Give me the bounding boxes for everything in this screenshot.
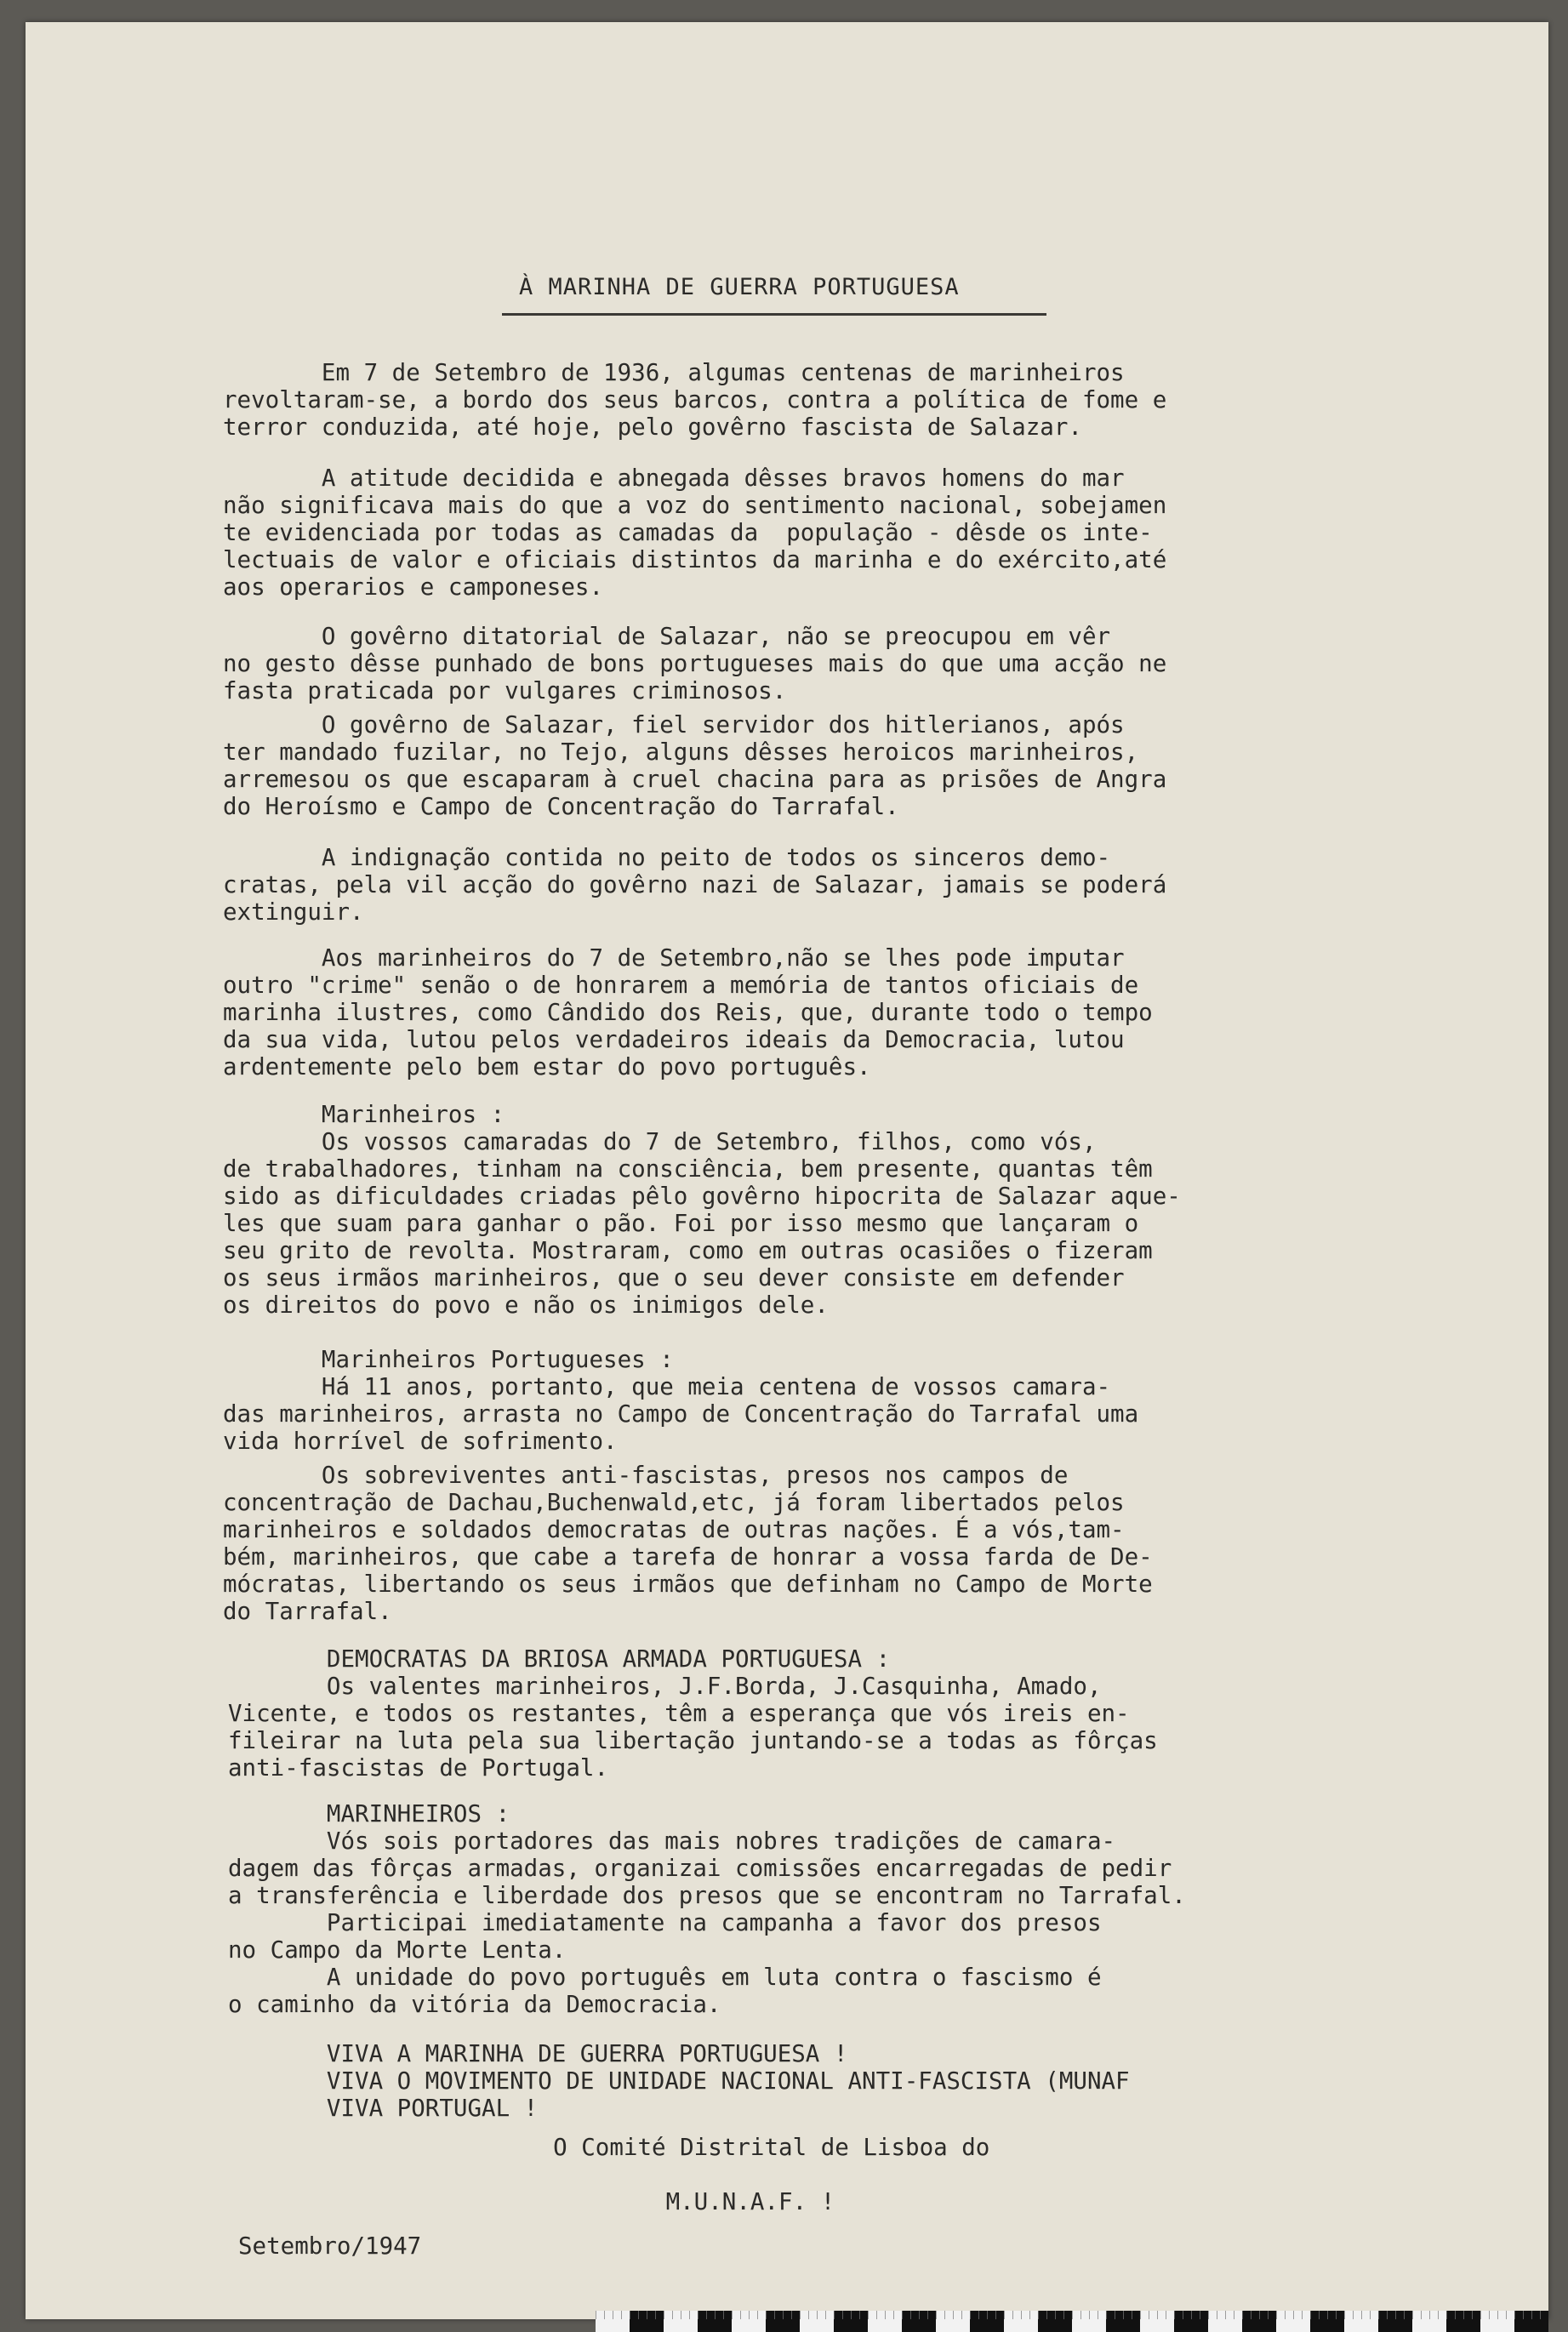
text-line — [398, 2161, 989, 2188]
text-line: Há 11 anos, portanto, que meia centena de vossos camara- — [223, 1373, 1111, 1400]
text-line: do Tarrafal. — [223, 1598, 392, 1625]
text-line: concentração de Dachau,Buchenwald,etc, já foram libertados pelos — [223, 1489, 1125, 1516]
text-line: de trabalhadores, tinham na consciência, bem presente, quantas têm — [223, 1155, 1153, 1183]
text-line: M.U.N.A.F. ! — [398, 2188, 835, 2215]
text-line: A atitude decidida e abnegada dêsses bravos homens do mar — [223, 465, 1125, 492]
text-line: Marinheiros : — [223, 1101, 505, 1128]
text-line: O govêrno de Salazar, fiel servidor dos hitlerianos, após — [223, 711, 1125, 738]
text-line: DEMOCRATAS DA BRIOSA ARMADA PORTUGUESA : — [228, 1645, 891, 1673]
paragraph-2 — [223, 465, 1166, 601]
document-date: Setembro/1947 — [238, 2232, 422, 2260]
paragraph-9 — [223, 1462, 1153, 1625]
text-line: MARINHEIROS : — [228, 1800, 510, 1827]
text-line: Os valentes marinheiros, J.F.Borda, J.Casquinha, Amado, — [228, 1673, 1102, 1700]
text-line: do Heroísmo e Campo de Concentração do Tarrafal. — [223, 793, 899, 820]
text-line: no gesto dêsse punhado de bons portugueses mais do que uma acção ne — [223, 650, 1167, 677]
text-line: Aos marinheiros do 7 de Setembro,não se lhes pode imputar — [223, 944, 1125, 972]
paragraph-8 — [223, 1346, 1138, 1455]
text-line: marinha ilustres, como Cândido dos Reis, que, durante todo o tempo — [223, 999, 1153, 1026]
text-line: les que suam para ganhar o pão. Foi por isso mesmo que lançaram o — [223, 1210, 1139, 1237]
text-line: VIVA A MARINHA DE GUERRA PORTUGUESA ! — [228, 2040, 848, 2067]
text-line: mócratas, libertando os seus irmãos que definham no Campo de Morte — [223, 1571, 1153, 1598]
text-line: ardentemente pelo bem estar do povo português. — [223, 1053, 871, 1080]
text-line: extinguir. — [223, 898, 364, 926]
text-line: VIVA O MOVIMENTO DE UNIDADE NACIONAL ANTI-FASCISTA (MUNAF — [228, 2067, 1130, 2095]
text-line: arremesou os que escaparam à cruel chacina para as prisões de Angra — [223, 766, 1167, 793]
text-line: o caminho da vitória da Democracia. — [228, 1991, 721, 2018]
text-line: não significava mais do que a voz do sentimento nacional, sobejamen — [223, 492, 1167, 519]
text-line: Participai imediatamente na campanha a favor dos presos — [228, 1909, 1102, 1936]
paragraph-10 — [228, 1645, 1158, 1782]
text-line: Em 7 de Setembro de 1936, algumas centenas de marinheiros — [223, 359, 1125, 386]
text-line: fasta praticada por vulgares criminosos. — [223, 677, 787, 704]
text-line: A indignação contida no peito de todos os sinceros demo- — [223, 844, 1111, 871]
text-line: vida horrível de sofrimento. — [223, 1428, 618, 1455]
text-line: Vicente, e todos os restantes, têm a esperança que vós ireis en- — [228, 1700, 1130, 1727]
text-line: Os vossos camaradas do 7 de Setembro, filhos, como vós, — [223, 1128, 1097, 1155]
text-line: ter mandado fuzilar, no Tejo, alguns dêsses heroicos marinheiros, — [223, 738, 1139, 766]
text-line: os seus irmãos marinheiros, que o seu dever consiste em defender — [223, 1264, 1125, 1291]
scale-ruler-ticks — [596, 2311, 1548, 2319]
paragraph-11 — [228, 1800, 1186, 2018]
text-line: terror conduzida, até hoje, pelo govêrno fascista de Salazar. — [223, 413, 1082, 441]
title-underline — [502, 313, 1046, 316]
text-line: no Campo da Morte Lenta. — [228, 1936, 567, 1964]
text-line: lectuais de valor e oficiais distintos da marinha e do exército,até — [223, 546, 1167, 573]
paragraph-3 — [223, 623, 1166, 704]
document-title: À MARINHA DE GUERRA PORTUGUESA — [519, 274, 960, 300]
text-line: outro "crime" senão o de honrarem a memória de tantos oficiais de — [223, 972, 1139, 999]
text-line: aos operarios e camponeses. — [223, 573, 604, 601]
text-line: fileirar na luta pela sua libertação juntando-se a todas as fôrças — [228, 1727, 1158, 1754]
text-line: te evidenciada por todas as camadas da população - dêsde os inte- — [223, 519, 1153, 546]
paragraph-1 — [223, 359, 1166, 441]
paragraph-5 — [223, 844, 1166, 926]
text-line: seu grito de revolta. Mostraram, como em outras ocasiões o fizeram — [223, 1237, 1153, 1264]
text-line: Os sobreviventes anti-fascistas, presos nos campos de — [223, 1462, 1069, 1489]
text-line: das marinheiros, arrasta no Campo de Concentração do Tarrafal uma — [223, 1400, 1139, 1428]
paragraph-4 — [223, 711, 1166, 820]
text-line: da sua vida, lutou pelos verdadeiros ideais da Democracia, lutou — [223, 1026, 1125, 1053]
text-line: O govêrno ditatorial de Salazar, não se preocupou em vêr — [223, 623, 1111, 650]
text-line: marinheiros e soldados democratas de outras nações. É a vós,tam- — [223, 1516, 1125, 1543]
text-line: cratas, pela vil acção do govêrno nazi de Salazar, jamais se poderá — [223, 871, 1167, 898]
text-line: a transferência e liberdade dos presos que se encontram no Tarrafal. — [228, 1882, 1186, 1909]
text-line: Marinheiros Portugueses : — [223, 1346, 674, 1373]
text-line: revoltaram-se, a bordo dos seus barcos, contra a política de fome e — [223, 386, 1167, 413]
text-line: bém, marinheiros, que cabe a tarefa de honrar a vossa farda de De- — [223, 1543, 1153, 1571]
text-line: VIVA PORTUGAL ! — [228, 2095, 539, 2122]
text-line: O Comité Distrital de Lisboa do — [398, 2134, 990, 2161]
text-line: anti-fascistas de Portugal. — [228, 1754, 609, 1782]
paragraph-7 — [223, 1101, 1181, 1319]
text-line: Vós sois portadores das mais nobres tradições de camara- — [228, 1827, 1116, 1855]
text-line: sido as dificuldades criadas pêlo govêrno hipocrita de Salazar aque- — [223, 1183, 1181, 1210]
text-line: os direitos do povo e não os inimigos dele. — [223, 1291, 829, 1319]
signature-block — [398, 2134, 989, 2215]
slogans — [228, 2040, 1130, 2122]
paragraph-6 — [223, 944, 1153, 1080]
text-line: dagem das fôrças armadas, organizai comissões encarregadas de pedir — [228, 1855, 1172, 1882]
text-line: A unidade do povo português em luta contra o fascismo é — [228, 1964, 1102, 1991]
